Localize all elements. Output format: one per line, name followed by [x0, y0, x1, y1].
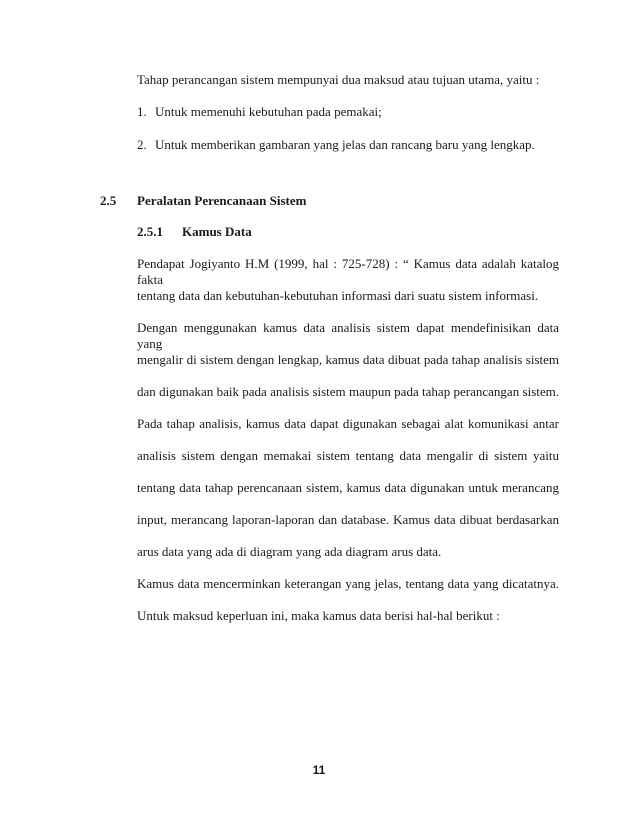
paragraph2-line-6: tentang data tahap perencanaan sistem, kamus data digunakan untuk merancang — [137, 480, 559, 495]
paragraph1-line-2: tentang data dan kebutuhan-kebutuhan informasi dari suatu sistem informasi. — [137, 288, 539, 303]
list-item-1-text: Untuk memenuhi kebutuhan pada pemakai; — [155, 104, 382, 119]
section-title: Peralatan Perencanaan Sistem — [137, 193, 307, 208]
paragraph2-line-3: dan digunakan baik pada analisis sistem maupun pada tahap perancangan sistem. — [137, 384, 559, 399]
subsection-title: Kamus Data — [182, 224, 252, 239]
paragraph1-line-1: Pendapat Jogiyanto H.M (1999, hal : 725-728) : “ Kamus data adalah katalog fakta — [137, 256, 559, 287]
paragraph2-line-7: input, merancang laporan-laporan dan database. Kamus data dibuat berdasarkan — [137, 512, 559, 527]
section-number: 2.5 — [100, 193, 117, 208]
paragraph2-line-5: analisis sistem dengan memakai sistem tentang data mengalir di sistem yaitu — [137, 448, 559, 463]
paragraph2-line-8: arus data yang ada di diagram yang ada diagram arus data. — [137, 544, 442, 559]
paragraph2-line-4: Pada tahap analisis, kamus data dapat digunakan sebagai alat komunikasi antar — [137, 416, 559, 431]
paragraph2-line-1: Dengan menggunakan kamus data analisis sistem dapat mendefinisikan data yang — [137, 320, 559, 351]
intro-text: Tahap perancangan sistem mempunyai dua maksud atau tujuan utama, yaitu : — [137, 72, 540, 87]
list-item-2-number: 2. — [137, 137, 147, 152]
list-item-2-text: Untuk memberikan gambaran yang jelas dan rancang baru yang lengkap. — [155, 137, 535, 152]
list-item-1-number: 1. — [137, 104, 147, 119]
page-number: 11 — [312, 763, 326, 777]
paragraph2-line-2: mengalir di sistem dengan lengkap, kamus data dibuat pada tahap analisis sistem — [137, 352, 559, 367]
paragraph3-line-1: Kamus data mencerminkan keterangan yang jelas, tentang data yang dicatatnya. — [137, 576, 559, 591]
paragraph3-line-2: Untuk maksud keperluan ini, maka kamus data berisi hal-hal berikut : — [137, 608, 500, 623]
subsection-number: 2.5.1 — [137, 224, 163, 239]
